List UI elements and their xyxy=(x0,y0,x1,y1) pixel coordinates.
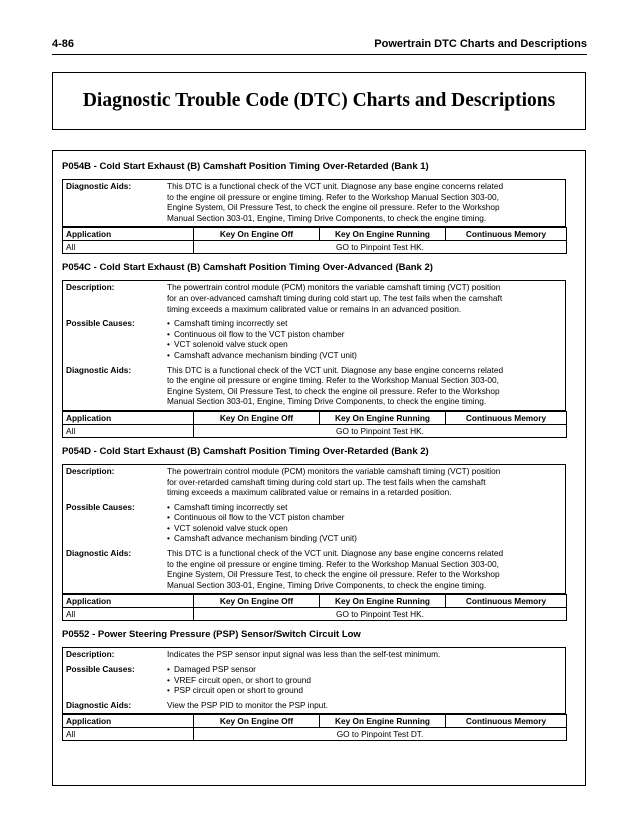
info-line: to the engine oil pressure or engine timing. Refer to the Workshop Manual Section 303-00, xyxy=(167,375,499,386)
dtc-info-table xyxy=(62,280,566,411)
info-row xyxy=(63,281,565,317)
dtc-section xyxy=(62,161,566,254)
info-label: Diagnostic Aids: xyxy=(66,181,132,191)
possible-causes-list xyxy=(167,664,561,696)
info-value xyxy=(167,700,565,711)
cause-item: • Camshaft advance mechanism binding (VCT unit) xyxy=(167,533,561,544)
koer-header: Key On Engine Running xyxy=(320,715,446,728)
info-value xyxy=(167,502,565,544)
info-line: Manual Section 303-01, Engine, Timing Drive Components, to check the engine timing. xyxy=(167,396,487,407)
dtc-section xyxy=(62,446,566,622)
application-table xyxy=(62,411,567,438)
koeo-header: Key On Engine Off xyxy=(194,228,320,241)
info-line: Engine System, Oil Pressure Test, to check the engine oil pressure. Refer to the Workshop xyxy=(167,202,500,213)
possible-causes-list xyxy=(167,502,561,544)
dtc-info-table xyxy=(62,179,566,227)
application-value: All xyxy=(63,608,194,621)
info-label: Possible Causes: xyxy=(66,501,135,512)
continuous-memory-header: Continuous Memory xyxy=(446,715,567,728)
application-row xyxy=(63,241,567,254)
application-header-row xyxy=(63,411,567,424)
application-table xyxy=(62,714,567,741)
info-line: Indicates the PSP sensor input signal was less than the self-test minimum. xyxy=(167,649,441,660)
info-row xyxy=(63,663,565,699)
dtc-title: P054B - Cold Start Exhaust (B) Camshaft Position Timing Over-Retarded (Bank 1) xyxy=(62,161,429,172)
dtc-info-table xyxy=(62,464,566,595)
koer-header: Key On Engine Running xyxy=(320,411,446,424)
info-line: Engine System, Oil Pressure Test, to check the engine oil pressure. Refer to the Workshop xyxy=(167,569,500,580)
info-value xyxy=(167,365,565,407)
info-line: timing exceeds a maximum calibrated value or remains in an advanced position. xyxy=(167,303,462,314)
info-label: Diagnostic Aids: xyxy=(66,548,132,559)
info-label: Description: xyxy=(66,282,115,293)
dtc-list xyxy=(62,161,566,749)
application-header-row xyxy=(63,228,567,241)
info-value xyxy=(167,181,565,223)
koeo-header: Key On Engine Off xyxy=(194,595,320,608)
koer-header: Key On Engine Running xyxy=(320,595,446,608)
info-value xyxy=(167,664,565,696)
application-table xyxy=(62,227,567,254)
main-title: Diagnostic Trouble Code (DTC) Charts and Descriptions xyxy=(82,90,556,111)
info-label: Diagnostic Aids: xyxy=(66,699,132,710)
application-header: Application xyxy=(63,411,194,424)
info-value xyxy=(167,282,565,314)
dtc-section xyxy=(62,262,566,438)
content-box xyxy=(52,150,586,786)
info-row xyxy=(63,317,565,363)
pinpoint-test-value: GO to Pinpoint Test HK. xyxy=(194,241,567,254)
dtc-section xyxy=(62,629,566,741)
info-line: The powertrain control module (PCM) monitors the variable camshaft timing (VCT) position xyxy=(167,465,501,476)
cause-item: • Camshaft timing incorrectly set xyxy=(167,502,561,513)
dtc-title: P054D - Cold Start Exhaust (B) Camshaft Position Timing Over-Retarded (Bank 2) xyxy=(62,445,429,457)
info-value xyxy=(167,318,565,360)
info-row xyxy=(63,648,565,663)
info-row xyxy=(63,465,565,501)
info-row xyxy=(63,364,565,410)
application-value: All xyxy=(63,241,194,254)
application-header: Application xyxy=(63,715,194,728)
info-row xyxy=(63,180,565,226)
continuous-memory-header: Continuous Memory xyxy=(446,411,567,424)
info-line: The powertrain control module (PCM) monitors the variable camshaft timing (VCT) position xyxy=(167,282,501,293)
application-value: All xyxy=(63,424,194,437)
koer-header: Key On Engine Running xyxy=(320,228,446,241)
possible-causes-list xyxy=(167,318,561,360)
application-value: All xyxy=(63,728,194,741)
cause-item: • Damaged PSP sensor xyxy=(167,664,561,675)
continuous-memory-header: Continuous Memory xyxy=(446,228,567,241)
info-line: Manual Section 303-01, Engine, Timing Drive Components, to check the engine timing. xyxy=(167,579,487,590)
info-label: Diagnostic Aids: xyxy=(66,364,132,375)
info-label: Possible Causes: xyxy=(66,318,135,329)
cause-item: • PSP circuit open or short to ground xyxy=(167,685,561,696)
dtc-info-table xyxy=(62,647,566,714)
cause-item: • VCT solenoid valve stuck open xyxy=(167,339,561,350)
title-box xyxy=(52,72,586,130)
application-header-row xyxy=(63,595,567,608)
application-header: Application xyxy=(63,595,194,608)
info-line: This DTC is a functional check of the VCT unit. Diagnose any base engine concerns related xyxy=(167,364,504,375)
info-value xyxy=(167,466,565,498)
cause-item: • Camshaft advance mechanism binding (VCT unit) xyxy=(167,350,561,361)
application-header: Application xyxy=(63,228,194,241)
cause-item: • Camshaft timing incorrectly set xyxy=(167,318,561,329)
running-title: Powertrain DTC Charts and Descriptions xyxy=(374,38,587,50)
dtc-title: P054C - Cold Start Exhaust (B) Camshaft Position Timing Over-Advanced (Bank 2) xyxy=(62,262,433,274)
application-row xyxy=(63,424,567,437)
continuous-memory-header: Continuous Memory xyxy=(446,595,567,608)
info-row xyxy=(63,699,565,714)
info-row xyxy=(63,547,565,593)
pinpoint-test-value: GO to Pinpoint Test HK. xyxy=(194,608,567,621)
application-table xyxy=(62,594,567,621)
info-label: Possible Causes: xyxy=(66,664,135,675)
koeo-header: Key On Engine Off xyxy=(194,715,320,728)
info-line: Engine System, Oil Pressure Test, to check the engine oil pressure. Refer to the Workshop xyxy=(167,385,500,396)
pinpoint-test-value: GO to Pinpoint Test HK. xyxy=(194,424,567,437)
application-row xyxy=(63,728,567,741)
application-header-row xyxy=(63,715,567,728)
info-value xyxy=(167,649,565,660)
info-line: for over-retarded camshaft timing during cold start up. The test fails when the camshaft xyxy=(167,476,486,487)
info-label: Description: xyxy=(66,465,115,476)
info-line: timing exceeds a maximum calibrated value or remains in a retarded position. xyxy=(167,487,452,498)
pinpoint-test-value: GO to Pinpoint Test DT. xyxy=(194,728,567,741)
info-line: This DTC is a functional check of the VCT unit. Diagnose any base engine concerns related xyxy=(167,181,504,191)
application-row xyxy=(63,608,567,621)
info-label: Description: xyxy=(66,649,115,660)
cause-item: • Continuous oil flow to the VCT piston chamber xyxy=(167,512,561,523)
info-value xyxy=(167,548,565,590)
info-line: to the engine oil pressure or engine timing. Refer to the Workshop Manual Section 303-00, xyxy=(167,558,499,569)
info-line: to the engine oil pressure or engine timing. Refer to the Workshop Manual Section 303-00, xyxy=(167,191,499,202)
info-line: This DTC is a functional check of the VCT unit. Diagnose any base engine concerns related xyxy=(167,548,504,559)
cause-item: • VCT solenoid valve stuck open xyxy=(167,523,561,534)
info-line: for an over-advanced camshaft timing during cold start up. The test fails when the camshaft xyxy=(167,292,503,303)
cause-item: • VREF circuit open, or short to ground xyxy=(167,675,561,686)
cause-item: • Continuous oil flow to the VCT piston chamber xyxy=(167,329,561,340)
koeo-header: Key On Engine Off xyxy=(194,411,320,424)
info-line: Manual Section 303-01, Engine, Timing Drive Components, to check the engine timing. xyxy=(167,212,487,223)
info-row xyxy=(63,501,565,547)
info-line: View the PSP PID to monitor the PSP input. xyxy=(167,699,328,710)
dtc-title: P0552 - Power Steering Pressure (PSP) Sensor/Switch Circuit Low xyxy=(62,629,361,641)
page-number: 4-86 xyxy=(52,38,75,50)
page-header xyxy=(52,36,587,55)
